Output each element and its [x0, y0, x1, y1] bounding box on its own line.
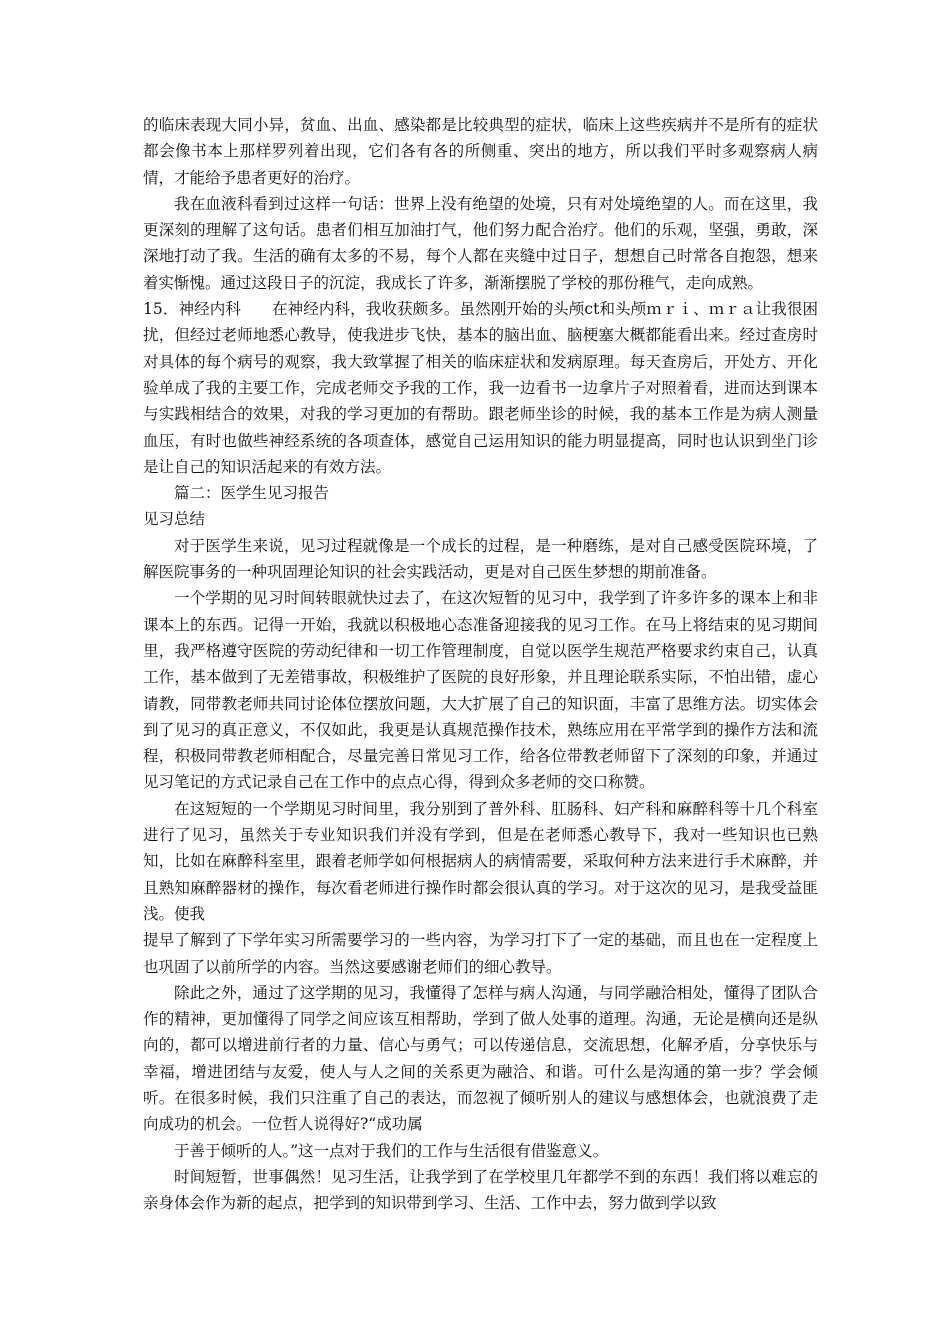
section-text: 在神经内科，我收获颇多。虽然刚开始的头颅ct和头颅ｍｒｉ、ｍｒａ让我很困扰，但经过老师地悉心教导，使我进步飞快，基本的脑出血、脑梗塞大概都能看出来。经过查房时对具体的每个病号的观察，我大致掌握了相关的临床症状和发病原理。每天查房后，开处方、开化验单成了我的主要工作，完成老师交予我的工作，我一边看书一边拿片子对照着看，进而达到课本与实践相结合的效果，对我的学习更加的有帮助。跟老师坐诊的时候，我的基本工作是为病人测量血压，有时也做些神经系统的各项查体，感觉自己运用知识的能力明显提高，同时也认识到坐门诊是让自己的知识活起来的有效方法。: [143, 300, 818, 476]
paragraph: 我在血液科看到过这样一句话：世界上没有绝望的处境，只有对处境绝望的人。而在这里，我更深刻的理解了这句话。患者们相互加油打气，他们努力配合治疗。他们的乐观，坚强，勇敢，深深地打动了我。生活的确有太多的不易，每个人都在夹缝中过日子，想想自己时常各自抱怨，想来着实惭愧。通过这段日子的沉淀，我成长了许多，渐渐摆脱了学校的那份稚气，走向成熟。: [143, 194, 818, 292]
paragraph: 的临床表现大同小异，贫血、出血、感染都是比较典型的症状，临床上这些疾病并不是所有的症状都会像书本上那样罗列着出现，它们各有各的所侧重、突出的地方，所以我们平时多观察病人病情，才能给予患者更好的治疗。: [143, 116, 818, 187]
paragraph-section-15: [143, 296, 818, 480]
subheading: 见习总结: [143, 510, 206, 529]
paragraph: 在这短短的一个学期见习时间里，我分别到了普外科、肛肠科、妇产科和麻醉科等十几个科室进行了见习，虽然关于专业知识我们并没有学到，但是在老师悉心教导下，我对一些知识也已熟知，比如在麻醉科室里，跟着老师学如何根据病人的病情需要，采取何种方法来进行手术麻醉，并且熟知麻醉器材的操作，每次看老师进行操作时都会很认真的学习。对于这次的见习，是我受益匪浅。使我: [143, 799, 818, 923]
document-page: [143, 112, 818, 1216]
paragraph: 对于医学生来说，见习过程就像是一个成长的过程，是一种磨练，是对自己感受医院环境，了解医院事务的一种巩固理论知识的社会实践活动，更是对自己医生梦想的期前准备。: [143, 536, 818, 582]
section-heading: 篇二：医学生见习报告: [174, 484, 330, 503]
paragraph: 提早了解到了下学年实习所需要学习的一些内容，为学习打下了一定的基础，而且也在一定程度上也巩固了以前所学的内容。当然这要感谢老师们的细心教导。: [143, 931, 818, 976]
paragraph: 于善于倾听的人。”这一点对于我们的工作与生活很有借鉴意义。: [174, 1141, 609, 1160]
paragraph: 时间短暂，世事偶然！见习生活，让我学到了在学校里几年都学不到的东西！我们将以难忘的亲身体会作为新的起点，把学到的知识带到学习、生活、工作中去，努力做到学以致: [143, 1167, 818, 1213]
paragraph: 一个学期的见习时间转眼就快过去了，在这次短暂的见习中，我学到了许多许多的课本上和非课本上的东西。记得一开始，我就以积极地心态准备迎接我的见习工作。在马上将结束的见习期间里，我严格遵守医院的劳动纪律和一切工作管理制度，自觉以医学生规范严格要求约束自己，认真工作，基本做到了无差错事故，积极维护了医院的良好形象，并且理论联系实际，不怕出错，虚心请教，同带教老师共同讨论体位摆放问题，大大扩展了自己的知识面，丰富了思维方法。切实体会到了见习的真正意义，不仅如此，我更是认真规范操作技术，熟练应用在平常学到的操作方法和流程，积极同带教老师相配合，尽量完善日常见习工作，给各位带教老师留下了深刻的印象，并通过见习笔记的方式记录自己在工作中的点点心得，得到众多老师的交口称赞。: [143, 589, 818, 792]
paragraph: 除此之外，通过了这学期的见习，我懂得了怎样与病人沟通，与同学融洽相处，懂得了团队合作的精神，更加懂得了同学之间应该互相帮助，学到了做人处事的道理。沟通，无论是横向还是纵向的，都可以增进前行者的力量、信心与勇气；可以传递信息，交流思想，化解矛盾，分享快乐与幸福，增进团结与友爱，使人与人之间的关系更为融洽、和谐。可什么是沟通的第一步？学会倾听。在很多时候，我们只注重了自己的表达，而忽视了倾听别人的建议与感想体会，也就浪费了走向成功的机会。一位哲人说得好?“成功属: [143, 983, 818, 1134]
section-label: 15．神经内科: [143, 300, 241, 319]
